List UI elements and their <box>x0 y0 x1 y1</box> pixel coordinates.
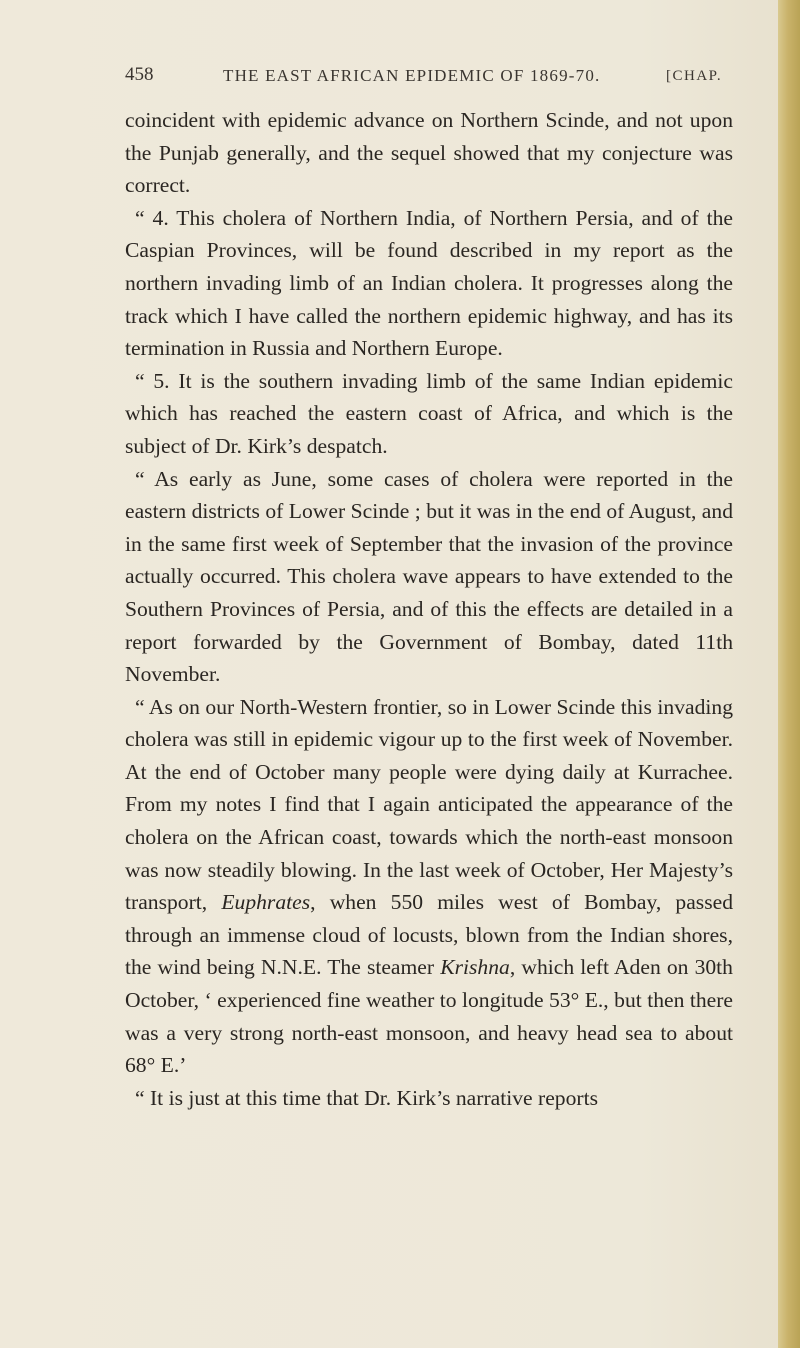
running-title: THE EAST AFRICAN EPIDEMIC OF 1869-70. <box>223 66 601 85</box>
paragraph-text: , which left Aden on 30th October, ‘ experienced fine weather to longitude 53° E., but then there was a very strong north-east monsoon, and heavy head sea to about 68° E.’ <box>125 955 733 1078</box>
page-number: 458 <box>125 64 154 85</box>
paragraph: coincident with epidemic advance on Northern Scinde, and not upon the Punjab generally, and the sequel showed that my conjecture was correct. <box>125 108 733 198</box>
chapter-marker: [CHAP. <box>666 68 723 84</box>
page-edge <box>778 0 800 1348</box>
paragraph: “ 4. This cholera of Northern India, of Northern Persia, and of the Caspian Provinces, will be found described in my report as the northern invading limb of an Indian cholera. It progresses along the track which I have called the northern epidemic highway, and has its termination in Russia and Northern Europe. <box>125 205 733 361</box>
paragraph: “ 5. It is the southern invading limb of the same Indian epidemic which has reached the eastern coast of Africa, and which is the subject of Dr. Kirk’s despatch. <box>125 368 733 458</box>
paragraph <box>125 691 733 1082</box>
paragraph-text: , when 550 miles west of Bombay, passed through an immense cloud of locusts, blown from the Indian shores, the wind being N.N.E. The steamer <box>125 890 733 980</box>
ship-name: Krishna <box>440 955 510 980</box>
page-header <box>125 64 765 96</box>
paragraph-text: “ As on our North-Western frontier, so in Lower Scinde this invading cholera was still in epidemic vigour up to the first week of November. At the end of October many people were dying daily at Kurrachee. From my notes I find that I again anticipated the appearance of the cholera on the African coast, towards which the north-east monsoon was now steadily blowing. In the last week of October, Her Majesty’s transport, <box>125 694 733 915</box>
paragraph: “ As early as June, some cases of cholera were reported in the eastern districts of Lower Scinde ; but it was in the end of August, and in the same first week of September that the invasion of the province actually occurred. This cholera wave appears to have extended to the Southern Provinces of Persia, and of this the effects are detailed in a report forwarded by the Government of Bombay, dated 11th November. <box>125 466 733 687</box>
body-text <box>125 104 733 1114</box>
paragraph: “ It is just at this time that Dr. Kirk’s narrative reports <box>135 1085 598 1110</box>
ship-name: Euphrates <box>221 890 311 915</box>
